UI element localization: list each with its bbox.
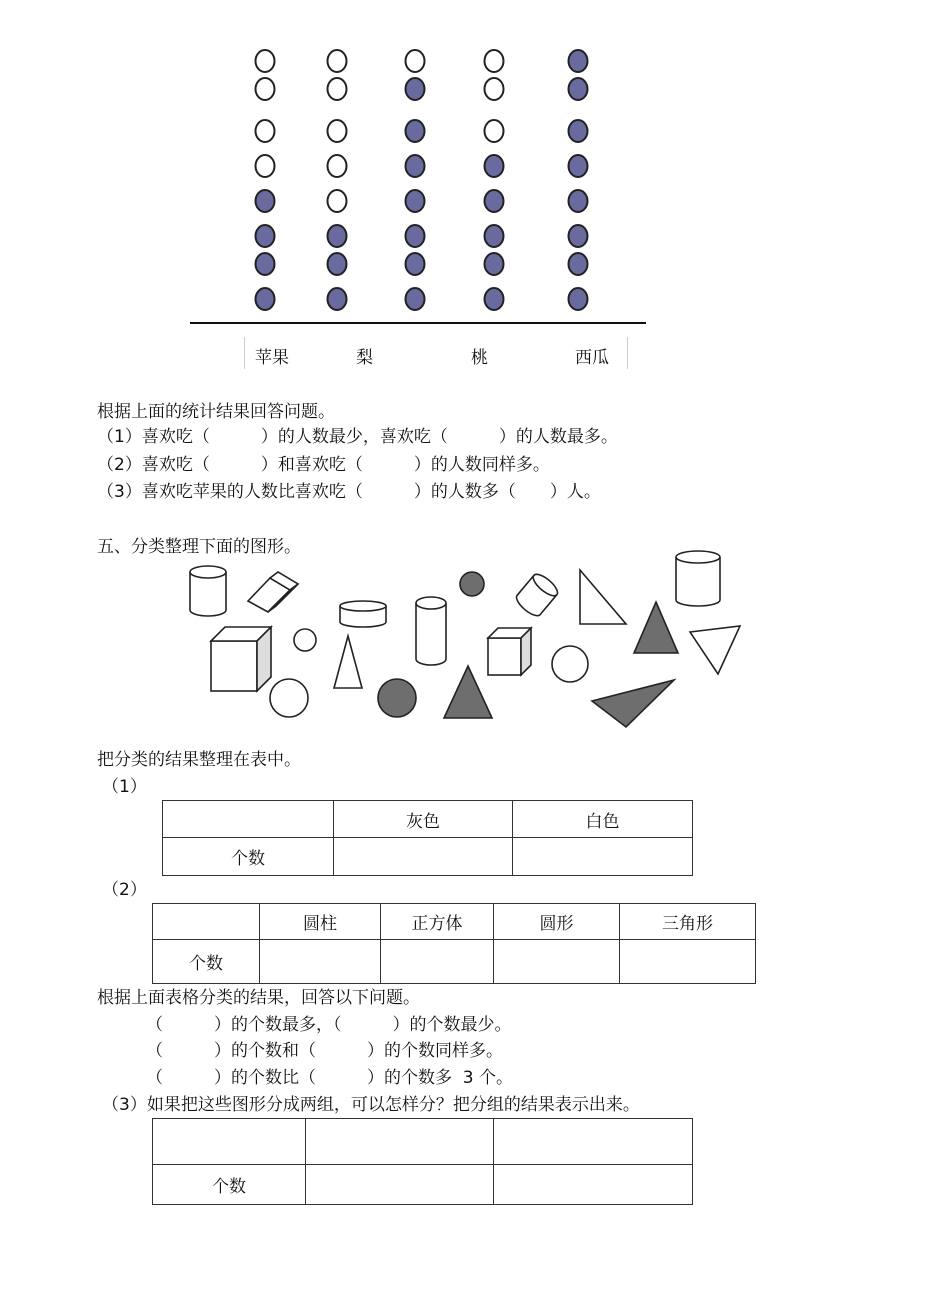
table3-header-group1[interactable]: [306, 1119, 494, 1165]
table1-header-gray: 灰色: [334, 801, 513, 838]
table1-header-empty: [163, 801, 334, 838]
table1-cell-gray[interactable]: [334, 838, 513, 876]
question-2: （2）喜欢吃（ ）和喜欢吃（ ）的人数同样多。: [97, 455, 550, 475]
table-grouping: [152, 1118, 693, 1205]
circle-shape: [294, 629, 316, 651]
question-3-grouping: （3）如果把这些图形分成两组，可以怎样分？把分组的结果表示出来。: [102, 1095, 640, 1115]
triangle-shape: [634, 602, 678, 653]
table3-header-empty[interactable]: [153, 1119, 306, 1165]
circle-shape: [270, 679, 308, 717]
table3-cell-group1[interactable]: [306, 1165, 494, 1205]
cube-shape: [211, 627, 271, 691]
table-question-a: （ ）的个数最多，（ ）的个数最少。: [146, 1015, 512, 1035]
table-shape-type: [152, 903, 756, 984]
table3-header-group2[interactable]: [494, 1119, 693, 1165]
triangle-shape: [334, 636, 362, 688]
table-color: [162, 800, 693, 876]
table-question-c: （ ）的个数比（ ）的个数多 3 个。: [146, 1068, 514, 1088]
table2-row-label: 个数: [153, 940, 260, 984]
triangle-shape: [580, 570, 626, 624]
table2-cell-triangle[interactable]: [620, 940, 756, 984]
table2-label: （2）: [102, 880, 147, 900]
table3-row-label: 个数: [153, 1165, 306, 1205]
cylinder-shape: [190, 566, 226, 616]
table1-header-white: 白色: [513, 801, 693, 838]
triangle-shape: [444, 666, 492, 718]
table1-label: （1）: [102, 777, 147, 797]
question-3: （3）喜欢吃苹果的人数比喜欢吃（ ）的人数多（ ）人。: [97, 482, 601, 502]
cylinder-shape: [340, 601, 386, 627]
table2-cell-cube[interactable]: [381, 940, 494, 984]
triangle-shape: [690, 626, 740, 674]
question-1: （1）喜欢吃（ ）的人数最少，喜欢吃（ ）的人数最多。: [97, 427, 618, 447]
table2-header-cylinder: 圆柱: [260, 904, 381, 940]
cube-shape: [488, 628, 531, 675]
category-label-watermelon: 西瓜: [575, 348, 609, 368]
table-question-b: （ ）的个数和（ ）的个数同样多。: [146, 1041, 503, 1061]
circle-shape: [378, 679, 416, 717]
instruction: 把分类的结果整理在表中。: [97, 750, 301, 770]
table3-cell-group2[interactable]: [494, 1165, 693, 1205]
table2-header-circle: 圆形: [494, 904, 620, 940]
cylinder-shape: [676, 551, 720, 606]
table1-row-label: 个数: [163, 838, 334, 876]
category-label-apple: 苹果: [255, 348, 289, 368]
table-questions-intro: 根据上面表格分类的结果，回答以下问题。: [97, 988, 420, 1008]
section-5-title: 五、分类整理下面的图形。: [97, 537, 301, 557]
triangle-shape: [592, 680, 674, 727]
table1-cell-white[interactable]: [513, 838, 693, 876]
category-label-pear: 梨: [356, 348, 373, 368]
cylinder-shape: [513, 571, 560, 619]
cylinder-shape: [416, 597, 446, 665]
table2-cell-circle[interactable]: [494, 940, 620, 984]
table2-header-triangle: 三角形: [620, 904, 756, 940]
cube-shape: [248, 572, 298, 612]
questions-intro: 根据上面的统计结果回答问题。: [97, 402, 335, 422]
table2-cell-cylinder[interactable]: [260, 940, 381, 984]
table2-header-cube: 正方体: [381, 904, 494, 940]
circle-shape: [460, 572, 484, 596]
table2-header-empty: [153, 904, 260, 940]
circle-shape: [552, 646, 588, 682]
category-label-peach: 桃: [471, 348, 488, 368]
